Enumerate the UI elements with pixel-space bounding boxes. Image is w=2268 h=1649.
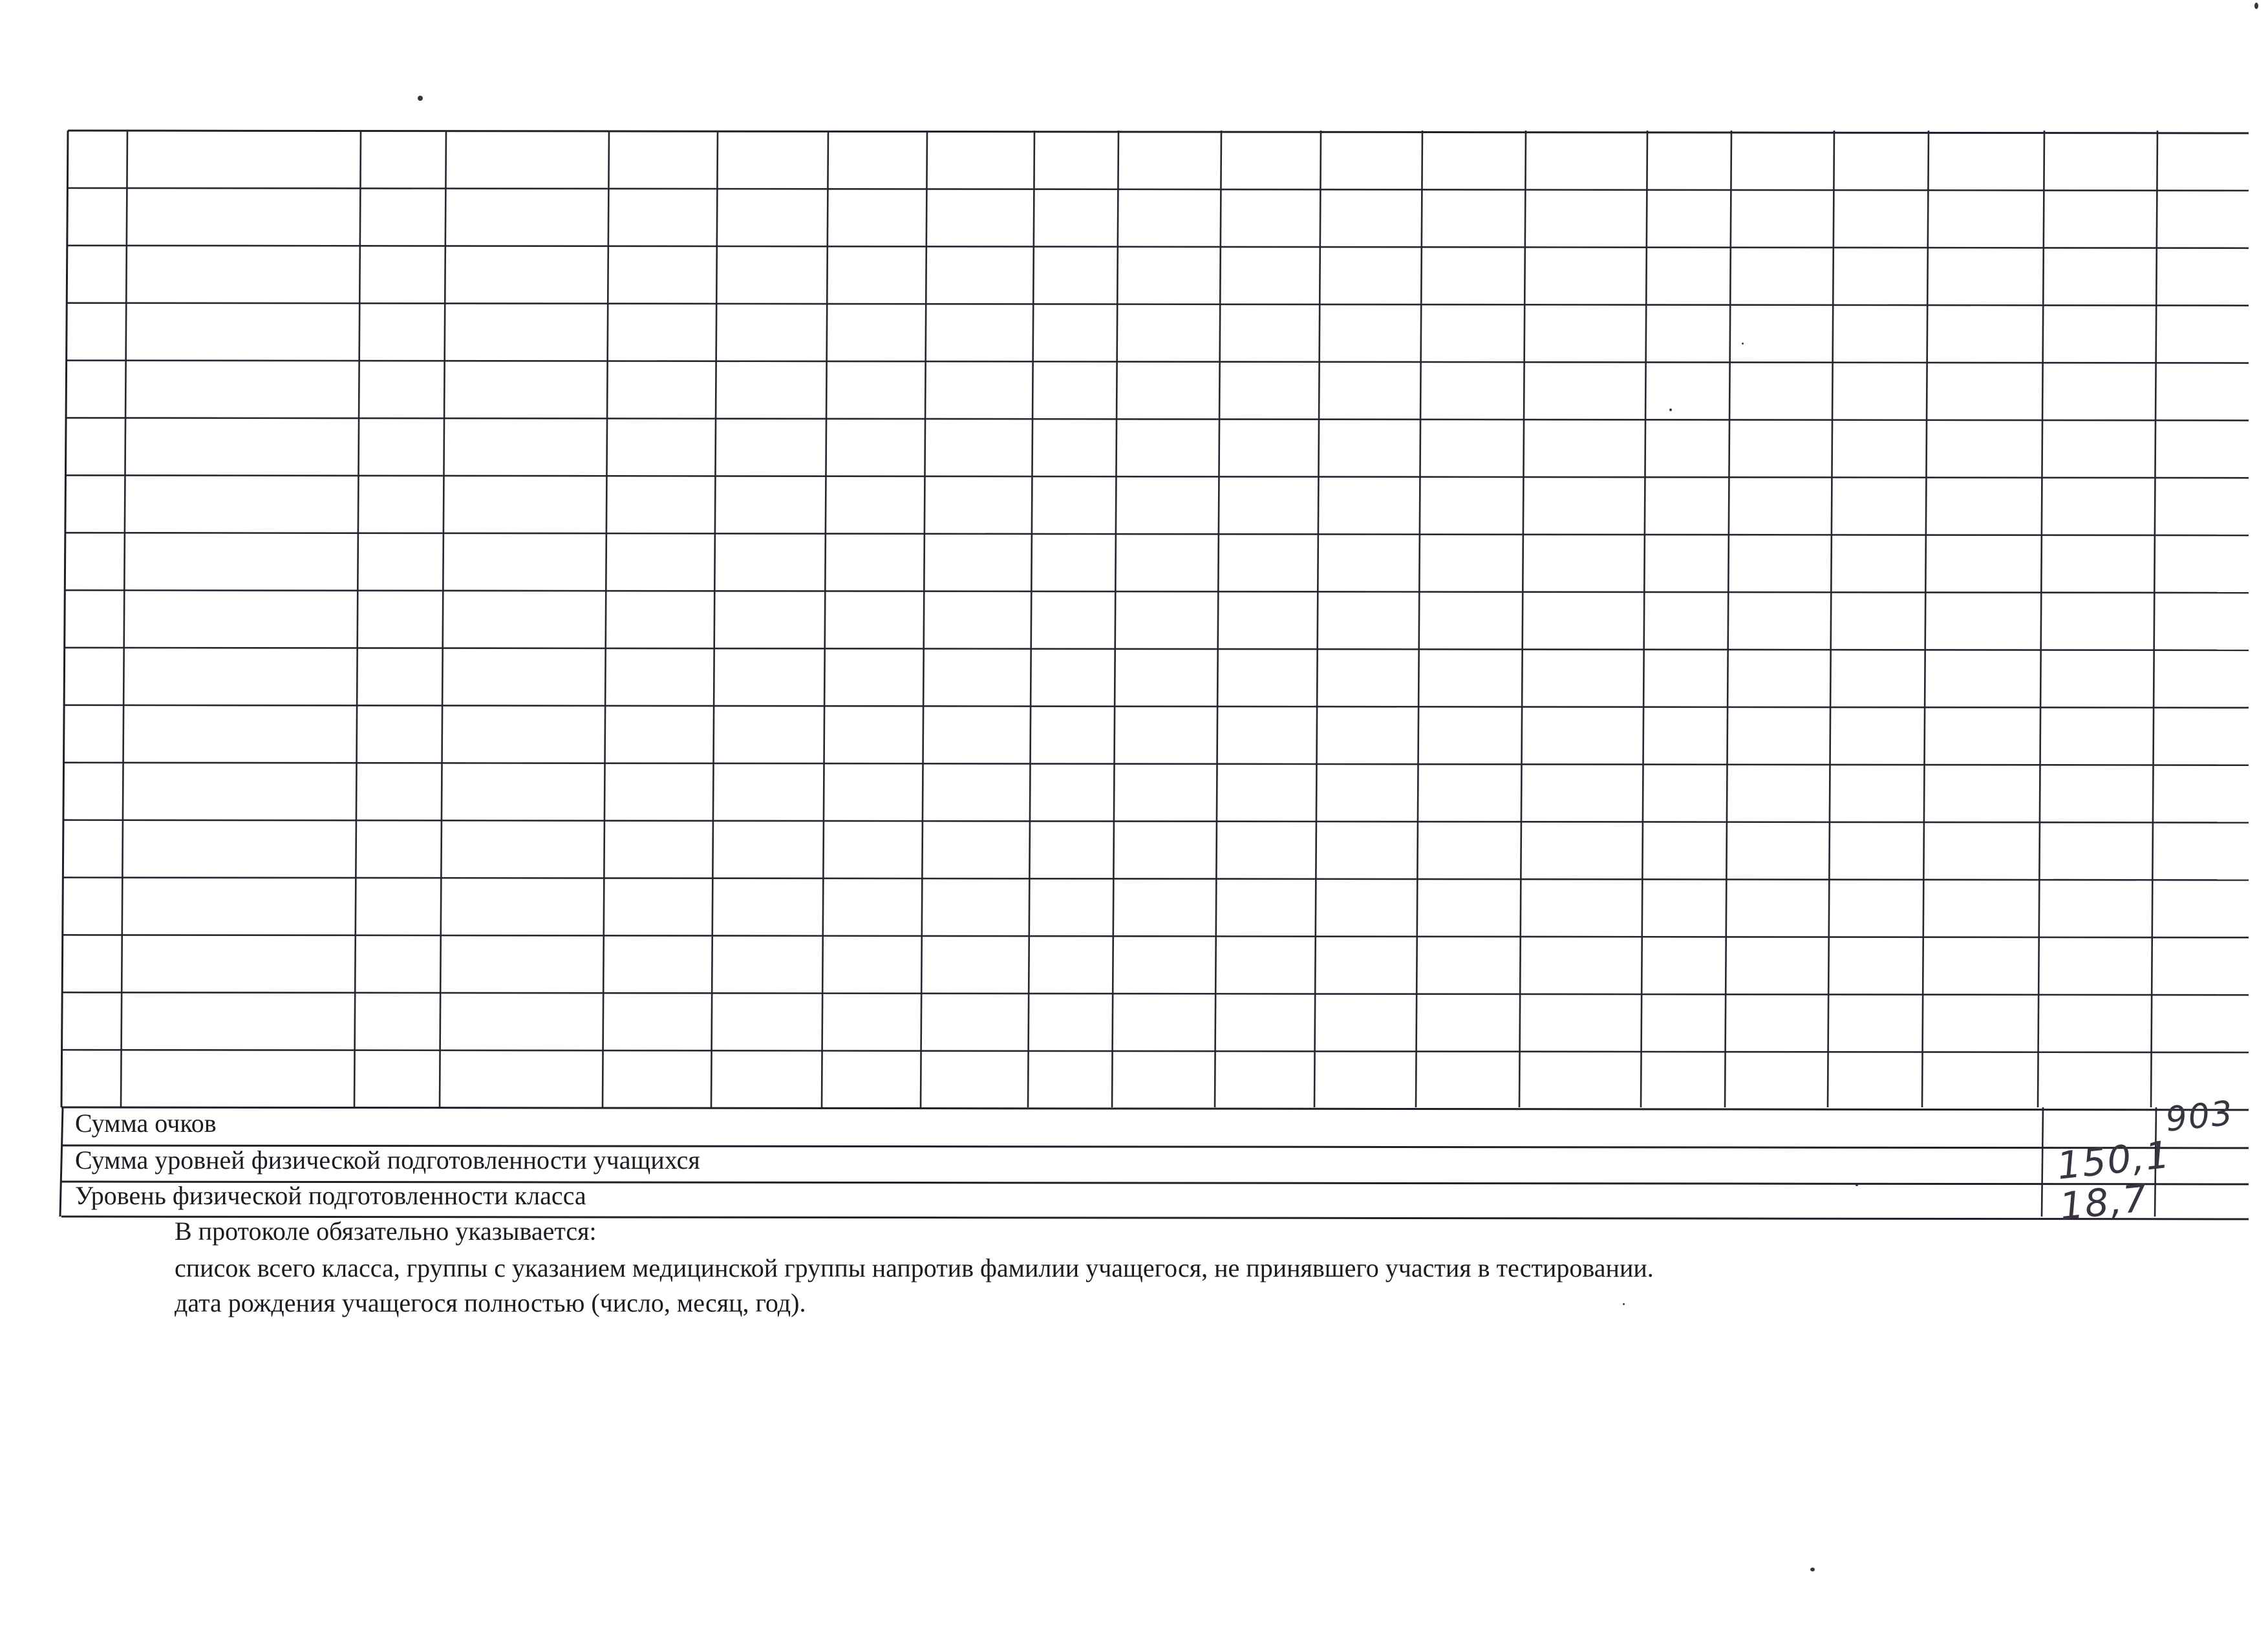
scan-speck bbox=[1810, 1568, 1815, 1571]
table-row-line bbox=[65, 648, 2249, 650]
table-row-line bbox=[66, 418, 2249, 420]
table-row-line bbox=[65, 590, 2249, 593]
table-row-line bbox=[67, 303, 2249, 306]
table-column-line bbox=[1112, 131, 1118, 1107]
table-row-line bbox=[65, 475, 2249, 478]
notes-line-class-list: список всего класса, группы с указанием медицинской группы напротив фамилии учащегося, не принявшего участия в тестировании. bbox=[175, 1253, 1654, 1282]
table-row-line bbox=[62, 992, 2249, 995]
table-row-line bbox=[64, 763, 2249, 765]
table-row-line bbox=[63, 877, 2249, 880]
table-column-line bbox=[1314, 131, 1321, 1107]
scan-speck bbox=[1742, 343, 1744, 345]
scan-speck bbox=[418, 96, 423, 101]
table-column-line bbox=[1416, 131, 1422, 1107]
summary-value-divider bbox=[2042, 1107, 2043, 1217]
table-column-line bbox=[440, 131, 446, 1107]
table-column-line bbox=[711, 131, 718, 1107]
table-row-line bbox=[64, 705, 2249, 708]
summary-sum-fitness-levels-value: 150,1 bbox=[2055, 1132, 2173, 1188]
table-column-line bbox=[2038, 131, 2044, 1107]
table-row-line bbox=[62, 1050, 2249, 1052]
table-column-line bbox=[603, 131, 609, 1107]
table-column-line bbox=[1028, 131, 1034, 1107]
table-column-line bbox=[1725, 131, 1731, 1107]
table-column-line bbox=[2151, 131, 2157, 1107]
table-column-line bbox=[921, 131, 927, 1107]
table-row-line bbox=[63, 820, 2249, 823]
table-column-line bbox=[1828, 131, 1834, 1107]
summary-total-points-value: 903 bbox=[2163, 1094, 2236, 1140]
scan-speck bbox=[1669, 409, 1672, 411]
table-column-line bbox=[822, 131, 828, 1107]
table-column-line bbox=[354, 131, 361, 1107]
table-row-line bbox=[65, 533, 2249, 535]
table-column-line bbox=[1641, 131, 1647, 1107]
table-row-line bbox=[63, 935, 2249, 937]
table-column-line bbox=[1519, 131, 1526, 1107]
table-row-line bbox=[67, 361, 2249, 363]
summary-sum-fitness-levels-label: Сумма уровней физической подготовленности учащихся bbox=[75, 1145, 700, 1175]
notes-line-birth-date: дата рождения учащегося полностью (число, месяц, год). bbox=[175, 1288, 806, 1317]
summary-class-fitness-level-value: 18,7 bbox=[2057, 1175, 2150, 1229]
table-row-line bbox=[67, 246, 2249, 248]
notes-heading: В протоколе обязательно указывается: bbox=[175, 1217, 597, 1246]
table-column-line bbox=[1215, 131, 1221, 1107]
scan-speck bbox=[1623, 1303, 1625, 1305]
table-row-line bbox=[67, 188, 2249, 191]
summary-left-border bbox=[60, 1107, 63, 1217]
table-column-line bbox=[1922, 131, 1929, 1107]
summary-class-fitness-level-label: Уровень физической подготовленности класса bbox=[75, 1181, 586, 1210]
protocol-table-lines bbox=[60, 131, 2249, 1219]
scan-speck bbox=[2254, 3, 2258, 9]
table-column-line bbox=[61, 131, 68, 1107]
scan-speck bbox=[1856, 1184, 1858, 1186]
summary-total-points-label: Сумма очков bbox=[75, 1109, 217, 1138]
summary-row-line bbox=[61, 1107, 2249, 1110]
table-row-line bbox=[68, 131, 2249, 133]
table-column-line bbox=[121, 131, 127, 1107]
